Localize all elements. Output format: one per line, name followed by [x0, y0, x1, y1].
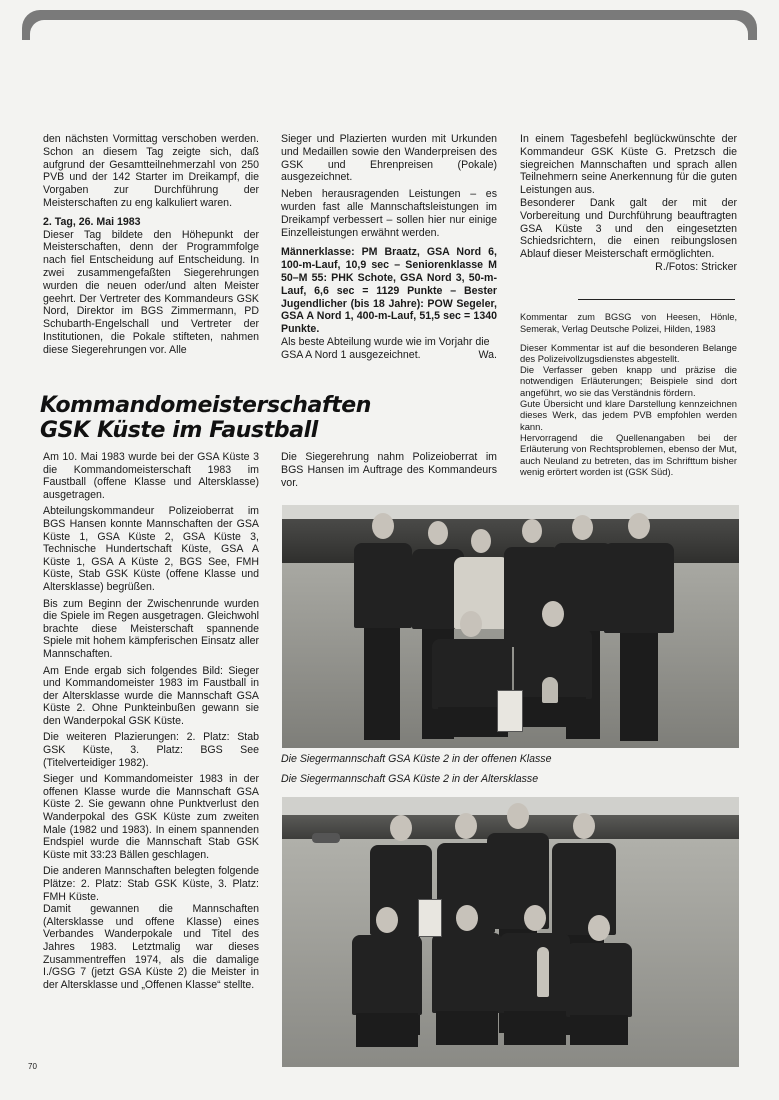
column-3-top [520, 133, 737, 278]
paragraph: Am Ende ergab sich folgendes Bild: Sieger und Kommandomeister 1983 im Faustball in der Altersklasse wurde die Mannschaft GSA Küste 2. Ohne Punkteinbußen gewann sie den Wanderpokal GSK Küste. [43, 664, 259, 727]
divider-line [578, 299, 735, 300]
paragraph: Die Siegerehrung nahm Polizeioberrat im BGS Hansen im Auftrage des Kommandeurs vor. [281, 451, 497, 489]
paragraph-results [281, 246, 497, 336]
column-2-top [281, 133, 497, 362]
page-top-border-inner [30, 20, 748, 60]
column-1-bottom [43, 451, 259, 995]
photo-caption-open-class: Die Siegermannschaft GSA Küste 2 in der offenen Klasse [281, 753, 552, 765]
paragraph: den nächsten Vormittag verschoben werden. Schon an diesem Tag zeigte sich, daß aufgrund der Gesamtteilnehmerzahl von 250 PVB und der 142 Starter im Dreikampf, die Vorgaben zur Durchführung der Meisterschaften zu eng kalkuliert waren. [43, 133, 259, 209]
review-reference: Kommentar zum BGSG von Heesen, Hönle, Semerak, Verlag Deutsche Polizei, Hilden, 1983 [520, 312, 737, 335]
paragraph: Die anderen Mannschaften belegten folgende Plätze: 2. Platz: Stab GSK Küste, 3. Platz: FMH Küste. [43, 865, 259, 903]
headline-line-1: Kommandomeisterschaften [40, 393, 372, 418]
paragraph: In einem Tagesbefehl beglückwünschte der Kommandeur GSK Küste G. Pretzsch die siegreichen Mannschaften und sprach allen Teilnehmern seine Anerkennung für die guten Leistungen aus. [520, 133, 737, 197]
paragraph: Besonderer Dank galt der mit der Vorbereitung und Durchführung beauftragten GSA Küste 3 und den eingesetzten Schiedsrichtern, die einen reibungslosen Ablauf dieser Meisterschaft ermöglichten. [520, 196, 737, 261]
review-text: Hervorragend die Quellenangaben bei der Erläuterung von Rechtsproblemen, ebenso der Mut, auch Neuland zu betreten, das im Schrifttum bisher wenig erörtert worden ist (GSK Süd). [520, 431, 737, 477]
paragraph: Damit gewannen die Mannschaften (Altersklasse und offene Klasse) eines Verbandes Wanderpokale und Titel des Jahres 1983. Letztmalig war dieses Zusammentreffen 1974, als die damalige I./GSG 7 (jetzt GSA Küste 2) die Meister in der Altersklasse und „Offenen Klasse“ stellte. [43, 903, 259, 991]
best-department-text: Als beste Abteilung wurde wie im Vorjahr die GSA A Nord 1 ausgezeichnet. [281, 335, 490, 361]
paragraph [281, 336, 497, 362]
paragraph: Neben herausragenden Leistungen – es wurden fast alle Mannschaftsleistungen im Dreikampf verbessert – sollen hier nur einige Einzelleistungen erwähnt werden. [281, 188, 497, 239]
photo-credit: R./Fotos: Stricker [655, 260, 737, 273]
paragraph: Bis zum Beginn der Zwischenrunde wurden die Spiele im Regen ausgetragen. Gleichwohl brachte diese Meisterschaft spannende Spiele mit hohem kämpferischen Einsatz aller Mannschaften. [43, 597, 259, 660]
review-text: Die Verfasser geben knapp und präzise die notwendigen Erläuterungen; Beispiele sind dort angeführt, wo sie das Verständnis fördern. [520, 364, 737, 398]
team-photo-age-class [282, 797, 739, 1067]
review-column [520, 311, 737, 477]
paragraph: Die weiteren Plazierungen: 2. Platz: Stab GSK Küste, 3. Platz: BGS See (Titelverteidiger 1982). [43, 731, 259, 769]
headline-line-2: GSK Küste im Faustball [40, 417, 318, 443]
author-initials: Wa. [478, 348, 497, 361]
results-text: Männerklasse: PM Braatz, GSA Nord 6, 100-m-Lauf, 10,9 sec – Seniorenklasse M 50–M 55: PHK Schote, GSA Nord 3, 50-m-Lauf, 6,6 sec = 1129 Punkte – Bester Jugendlicher (bis 18 Jahre): POW Segeler, GSA A Nord 1, 400-m-Lauf, 51,5 sec = 1340 Punkte. [281, 246, 497, 336]
section-heading: 2. Tag, 26. Mai 1983 [43, 215, 141, 228]
paragraph: Dieser Tag bildete den Höhepunkt der Meisterschaften, denn der Programmfolge nach fiel Entscheidung auf Entscheidung. In zwei zusammengefaßten Siegerehrungen wurden die neuen oder/und alten Meister geehrt. Der Vertreter des Kommandeurs GSK Nord, Direktor im BGS Zimmermann, PD Schubarth-Engelschall und Vertreter der Institutionen, die Pokale stifteten, nahmen diese Siegerehrungen vor. Alle [43, 228, 259, 356]
review-text: Dieser Kommentar ist auf die besonderen Belange des Polizeivollzugsdienstes abgestellt. [520, 341, 737, 364]
paragraph: Am 10. Mai 1983 wurde bei der GSA Küste 3 die Kommandomeisterschaft 1983 im Faustball (offene Klasse und Altersklasse) ausgetragen. [43, 451, 259, 501]
column-2-bottom [281, 451, 497, 493]
paragraph: Sieger und Kommandomeister 1983 in der offenen Klasse wurde die Mannschaft GSA Küste 2. Sie gewann ohne Punktverlust den Wanderpokal des GSK Küste zum zweiten Male (1982 und 1983). In einem spannenden Endspiel wurde die Mannschaft Stab GSK Küste mit 33:23 Bällen geschlagen. [43, 773, 259, 861]
review-text: Gute Übersicht und klare Darstellung kennzeichnen dieses Werk, das jedem PVB empfohlen werden kann. [520, 398, 737, 432]
paragraph: Sieger und Plazierten wurden mit Urkunden und Medaillen sowie den Wanderpreisen des GSK und Ehrenpreisen (Pokale) ausgezeichnet. [281, 133, 497, 184]
column-1-top [43, 133, 259, 361]
paragraph: Abteilungskommandeur Polizeioberrat im BGS Hansen konnte Mannschaften der GSA Küste 1, GSA Küste 2, GSA Küste 3, Technische Hundertschaft Küste, GSA A Küste 1, GSA A Küste 2, BGS See, FMH Küste, Stab GSK Küste (offene Klasse und Altersklasse) begrüßen. [43, 505, 259, 593]
article-headline [40, 394, 371, 443]
photo-caption-age-class: Die Siegermannschaft GSA Küste 2 in der Altersklasse [281, 773, 539, 785]
team-photo-open-class [282, 505, 739, 748]
page-number: 70 [28, 1062, 37, 1071]
